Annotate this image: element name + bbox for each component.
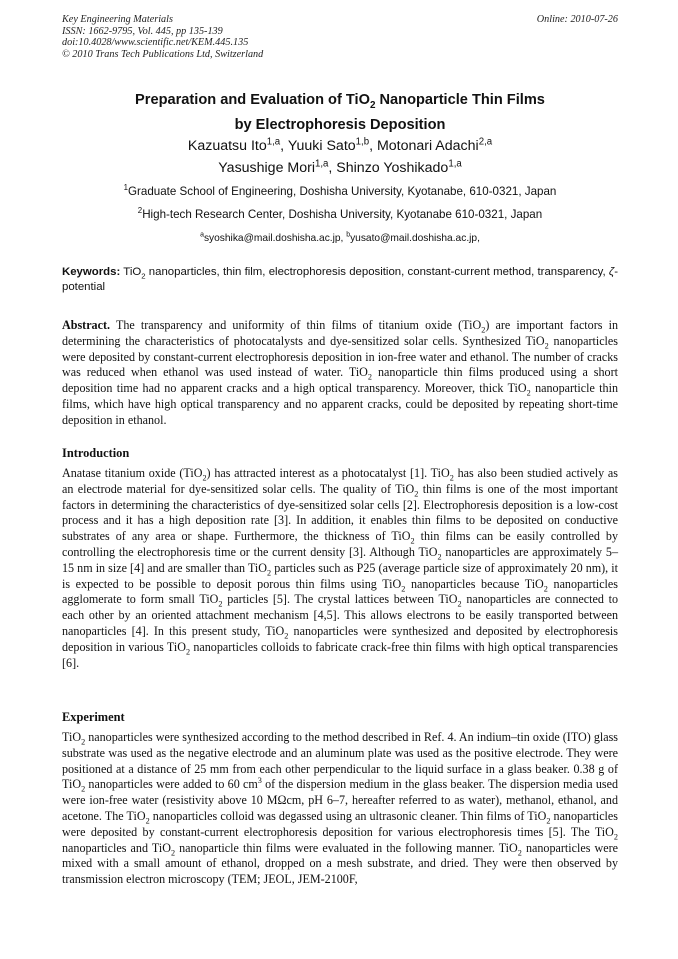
- author-affiliation-mark: 1,a: [266, 136, 281, 148]
- title-text: Preparation and Evaluation of TiO: [135, 92, 370, 108]
- experiment-paragraph: [62, 730, 618, 888]
- subscript: 2: [410, 536, 415, 546]
- author-name: Yasushige Mori: [218, 160, 315, 176]
- subscript: 2: [267, 568, 272, 578]
- author-affiliation-mark: 1,a: [448, 158, 462, 170]
- subscript: 2: [481, 325, 486, 335]
- section-heading-introduction: Introduction: [62, 446, 130, 460]
- body-text: nanoparticles were synthesized according to the method described in Ref. 4. An indium–tin oxide (ITO) glass substrate was used as the negative electrode and an aluminum plate was used as the positive electrode. They were positioned at a distance of 25 mm from each other perpendicular to the liquid surface in a glass beaker. 0.38 g of TiO: [62, 730, 618, 792]
- subscript: 2: [141, 271, 146, 281]
- subscript: 2: [449, 473, 454, 483]
- author-name: Yuuki Sato: [287, 138, 356, 154]
- journal-copyright: © 2010 Trans Tech Publications Ltd, Switzerland: [62, 48, 264, 60]
- author-separator: ,: [369, 138, 377, 154]
- body-text: nanoparticles and TiO: [62, 840, 171, 855]
- body-text: thin films can be easily controlled by controlling the electrophoresis time or the current density [3]. Although TiO: [62, 529, 618, 559]
- abstract-text: nanoparticles were deposited by constant-current electrophoresis deposition in ion-free water and ethanol. The number of cracks was reduced when ethanol was used instead of water. TiO: [62, 333, 618, 380]
- superscript: 3: [257, 776, 262, 786]
- subscript: 2: [185, 647, 191, 657]
- keywords-text: TiO: [120, 266, 142, 278]
- subscript: 2: [414, 489, 419, 499]
- author-separator: ,: [328, 160, 337, 176]
- title-line-2: by Electrophoresis Deposition: [234, 117, 446, 133]
- body-text: nanoparticles colloid was degassed using an ultrasonic cleaner. Thin films of TiO: [149, 808, 547, 823]
- author-affiliation-mark: 2,a: [478, 136, 493, 148]
- author-affiliation-mark: 1,a: [315, 158, 329, 170]
- body-text: nanoparticles were deposited by constant-current electrophoresis deposition for various electrophoresis times [5]. The TiO: [62, 808, 618, 839]
- abstract-text: nanoparticle thin films, which have high optical transparency and no apparent cracks, could be deposited by repeating short-time deposition in ethanol.: [62, 381, 618, 427]
- body-text: of the dispersion medium in the glass beaker. The dispersion media used were ion-free water (resistivity above 10 MΩcm, pH 6–7, hereafter referred to as water), methanol, ethanol, and acetone. The TiO: [62, 777, 619, 823]
- affiliation-1: [62, 185, 618, 199]
- subscript: 2: [543, 583, 548, 593]
- body-text: nanoparticles were added to 60 cm: [85, 777, 258, 792]
- email-mark: a: [200, 231, 204, 239]
- subscript: 2: [202, 473, 207, 483]
- journal-header: [62, 14, 618, 60]
- body-text: nanoparticle thin films were evaluated in the following manner. TiO: [175, 840, 518, 855]
- author-name: Kazuatsu Ito: [187, 138, 267, 154]
- author-separator: ,: [280, 138, 288, 154]
- keywords-text: nanoparticles, thin film, electrophoresis deposition, constant-current method, transparency,: [145, 266, 609, 278]
- body-text: TiO: [62, 730, 82, 744]
- subscript: 2: [81, 784, 86, 794]
- body-text: particles such as P25 (average particle size of approximately 20 nm), it is expected to be possible to deposit porous thin films using TiO: [62, 560, 618, 591]
- subscript: 2: [613, 832, 618, 842]
- body-text: particles [5]. The crystal lattices between TiO: [222, 592, 458, 607]
- affiliation-mark: 1: [123, 183, 128, 193]
- subscript: 2: [401, 583, 406, 593]
- section-heading-experiment: Experiment: [62, 710, 125, 724]
- paper-title: [62, 88, 618, 138]
- affiliation-mark: 2: [137, 206, 143, 216]
- keywords: [62, 265, 618, 296]
- email-mark: b: [346, 231, 351, 239]
- body-text: ) has attracted interest as a photocatalyst [1]. TiO: [206, 466, 450, 480]
- body-text: Anatase titanium oxide (TiO: [62, 466, 203, 480]
- body-text: nanoparticles are approximately 5–15 nm in size [4] and are smaller than TiO: [62, 544, 618, 575]
- abstract-label: Abstract.: [62, 318, 111, 332]
- subscript: 2: [145, 816, 150, 826]
- subscript: 2: [81, 737, 86, 747]
- abstract-text: The transparency and uniformity of thin films of titanium oxide (TiO: [110, 318, 482, 332]
- online-date: Online: 2010-07-26: [536, 14, 618, 25]
- author-name: Shinzo Yoshikado: [336, 160, 449, 176]
- author-name: Motonari Adachi: [376, 138, 479, 154]
- journal-doi: doi:10.4028/www.scientific.net/KEM.445.135: [62, 37, 249, 49]
- title-text: Nanoparticle Thin Films: [375, 92, 545, 108]
- subscript: 2: [526, 388, 531, 398]
- keywords-label: Keywords:: [62, 266, 121, 278]
- abstract-text: ) are important factors in determining the characteristics of photocatalysts and dye-sensitized solar cells. Synthesized TiO: [62, 318, 618, 348]
- body-text: nanoparticles were mixed with a small amount of ethanol, dropped on a mesh substrate, and dried. They were then observed by transmission electron microscopy (TEM; JEOL, JEM-2100F,: [62, 840, 618, 887]
- introduction-paragraph: [62, 466, 618, 671]
- body-text: has also been studied actively as an electrode material for dye-sensitized solar cells. The quality of TiO: [62, 466, 619, 496]
- subscript: 2: [517, 847, 522, 857]
- author-affiliation-mark: 1,b: [355, 136, 370, 148]
- affiliation-text: High-tech Research Center, Doshisha University, Kyotanabe 610-0321, Japan: [142, 208, 543, 221]
- body-text: nanoparticles because TiO: [405, 576, 544, 591]
- subscript: 2: [544, 341, 549, 351]
- abstract: [62, 318, 618, 429]
- zeta-symbol: ζ: [608, 266, 615, 278]
- body-text: nanoparticles are connected to each other by an oriented attachment mechanism [4,5]. This allows electrons to be easily transported between nanoparticles [4]. In this present study, TiO: [62, 592, 618, 638]
- body-text: nanoparticles colloids to fabricate crack-free thin films with high optical transparencies [6].: [62, 639, 618, 670]
- affiliation-2: [62, 208, 618, 222]
- title-subscript: 2: [369, 99, 376, 111]
- subscript: 2: [546, 816, 551, 826]
- journal-name: Key Engineering Materials: [62, 14, 173, 25]
- subscript: 2: [170, 847, 176, 857]
- email-address[interactable]: syoshika@mail.doshisha.ac.jp,: [203, 233, 347, 244]
- abstract-text: nanoparticle thin films produced using a short deposition time had no apparent cracks and a high optical transparency. Moreover, thick TiO: [62, 365, 618, 396]
- subscript: 2: [457, 599, 462, 609]
- subscript: 2: [284, 631, 289, 641]
- author-list: [62, 135, 618, 179]
- keywords-text: - potential: [62, 266, 618, 294]
- subscript: 2: [437, 552, 442, 562]
- body-text: nanoparticles agglomerate to form small TiO: [62, 576, 618, 607]
- body-text: nanoparticles were synthesized and deposited by electrophoresis deposition in various TiO: [62, 623, 618, 654]
- journal-issn: ISSN: 1662-9795, Vol. 445, pp 135-139: [62, 25, 223, 37]
- author-emails: [62, 232, 618, 246]
- email-address[interactable]: yusato@mail.doshisha.ac.jp,: [350, 233, 480, 244]
- body-text: thin films is one of the most important factors in determining the characteristics of dye-sensitized solar cells [2]. Electrophoresis deposition is a low-cost process and it has a high deposition rate [3]. In addition, it enables thin films to be deposited on conductive substrates of any area or shape. Furthermore, the thickness of TiO: [62, 481, 618, 544]
- subscript: 2: [218, 599, 223, 609]
- subscript: 2: [367, 372, 373, 382]
- affiliation-text: Graduate School of Engineering, Doshisha University, Kyotanabe, 610-0321, Japan: [128, 185, 557, 198]
